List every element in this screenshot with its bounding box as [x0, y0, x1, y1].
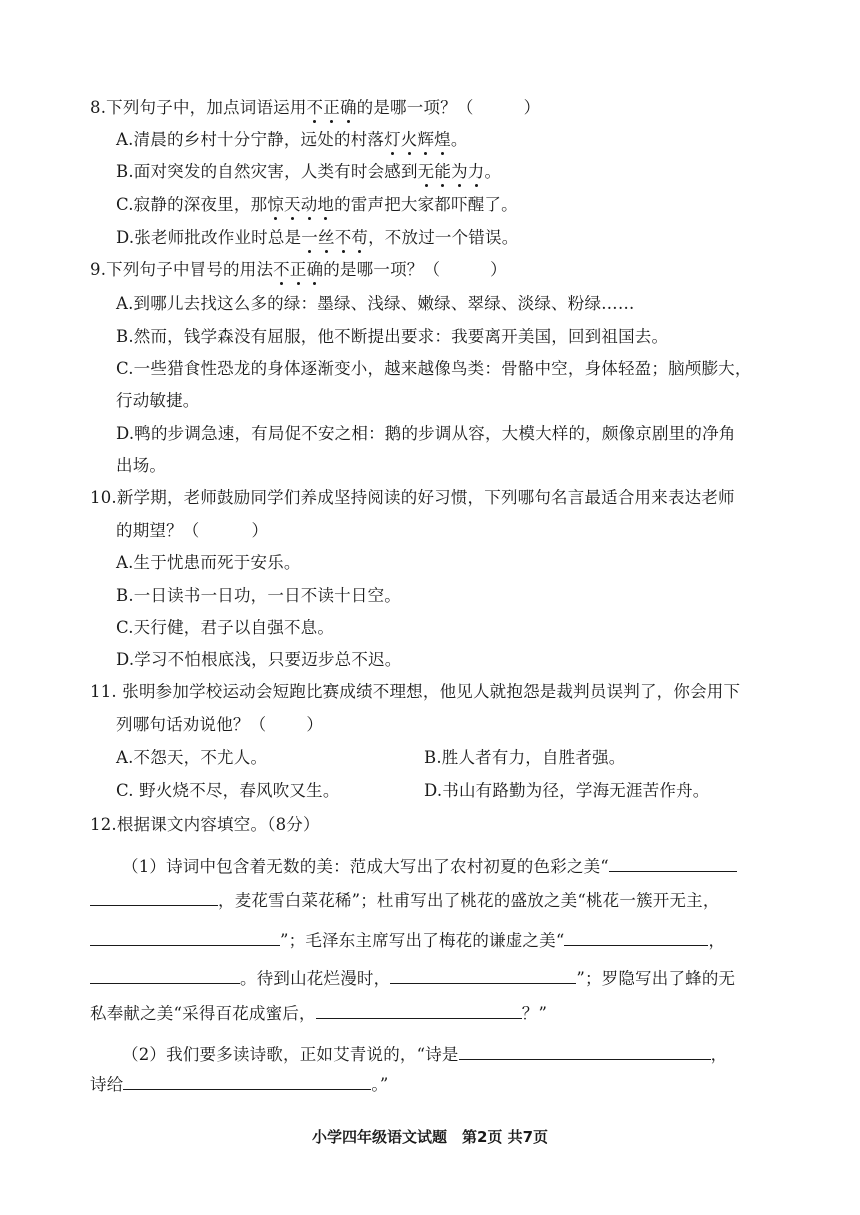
q10-option-d: D.学习不怕根底浅，只要迈步总不迟。 — [116, 650, 402, 669]
dotted-char: 不 — [307, 96, 324, 120]
answer-blank[interactable] — [390, 966, 576, 984]
q12-part2-line1: （2）我们要多读诗歌，正如艾青说的，“诗是 ， — [122, 1042, 727, 1067]
question-8-stem: 8.下列句子中，加点词语运用不正确的是哪一项？（ ） — [90, 96, 540, 120]
answer-blank[interactable] — [316, 1001, 522, 1019]
q9-option-c-cont: 行动敏捷。 — [116, 391, 200, 410]
answer-blank[interactable] — [90, 966, 240, 984]
q11-option-c: C. 野火烧不尽，春风吹又生。 — [116, 781, 340, 800]
question-11-stem-cont: 列哪句话劝说他？（ ） — [116, 715, 324, 734]
answer-blank[interactable] — [90, 888, 218, 906]
q11-option-a: A.不怨天，不尤人。 — [116, 748, 268, 767]
q12-part2-line2: 诗给 。” — [90, 1072, 389, 1097]
q9-option-a: A.到哪儿去找这么多的绿：墨绿、浅绿、嫩绿、翠绿、淡绿、粉绿…… — [116, 294, 635, 313]
q12-part1-line3: ”；毛泽东主席写出了梅花的谦虚之美“ ， — [90, 928, 725, 953]
q8-option-a: A.清晨的乡村十分宁静，远处的村落灯火辉煌。 — [116, 128, 468, 152]
answer-blank[interactable] — [123, 1072, 371, 1090]
q9-option-b: B.然而，钱学森没有屈服，他不断提出要求：我要离开美国，回到祖国去。 — [116, 327, 669, 346]
question-12-title: 12.根据课文内容填空。（8分） — [90, 815, 320, 834]
q10-option-c: C.天行健，君子以自强不息。 — [116, 618, 335, 637]
question-10-stem-cont: 的期望？（ ） — [116, 521, 269, 540]
dotted-char: 正 — [323, 96, 340, 120]
q8-option-d: D.张老师批改作业时总是一丝不苟，不放过一个错误。 — [116, 226, 518, 250]
dotted-char: 确 — [340, 96, 357, 120]
q9-option-d: D.鸭的步调急速，有局促不安之相：鹅的步调从容，大模大样的，颇像京剧里的净角 — [116, 424, 736, 443]
page-footer: 小学四年级语文试题 第2页 共7页 — [311, 1128, 549, 1146]
question-11-stem: 11. 张明参加学校运动会短跑比赛成绩不理想，他见人就抱怨是裁判员误判了，你会用下 — [90, 682, 741, 701]
answer-blank[interactable] — [609, 854, 737, 872]
q10-option-a: A.生于忧患而死于安乐。 — [116, 553, 301, 572]
q9-option-d-cont: 出场。 — [116, 456, 167, 475]
q12-part1-line4: 。待到山花烂漫时， ”；罗隐写出了蜂的无 — [90, 966, 735, 991]
q9-option-c: C.一些猎食性恐龙的身体逐渐变小，越来越像鸟类：骨骼中空，身体轻盈；脑颅膨大， — [116, 359, 752, 378]
question-9-stem: 9.下列句子中冒号的用法不正确的是哪一项？（ ） — [90, 258, 507, 282]
question-10-stem: 10.新学期，老师鼓励同学们养成坚持阅读的好习惯，下列哪句名言最适合用来表达老师 — [90, 488, 735, 507]
q8-option-c: C.寂静的深夜里，那惊天动地的雷声把大家都吓醒了。 — [116, 193, 518, 217]
q11-option-d: D.书山有路勤为径，学海无涯苦作舟。 — [424, 781, 710, 800]
q12-part1-line2: ，麦花雪白菜花稀”；杜甫写出了桃花的盛放之美“桃花一簇开无主， — [90, 888, 720, 913]
q8-option-b: B.面对突发的自然灾害，人类有时会感到无能为力。 — [116, 160, 501, 184]
answer-blank[interactable] — [564, 928, 708, 946]
q12-part1-line1: （1）诗词中包含着无数的美：范成大写出了农村初夏的色彩之美“ — [122, 854, 737, 879]
answer-blank[interactable] — [459, 1042, 711, 1060]
q11-option-b: B.胜人者有力，自胜者强。 — [424, 748, 626, 767]
q10-option-b: B.一日读书一日功，一日不读十日空。 — [116, 586, 401, 605]
answer-blank[interactable] — [90, 928, 280, 946]
q12-part1-line5: 私奉献之美“采得百花成蜜后， ？” — [90, 1001, 547, 1026]
